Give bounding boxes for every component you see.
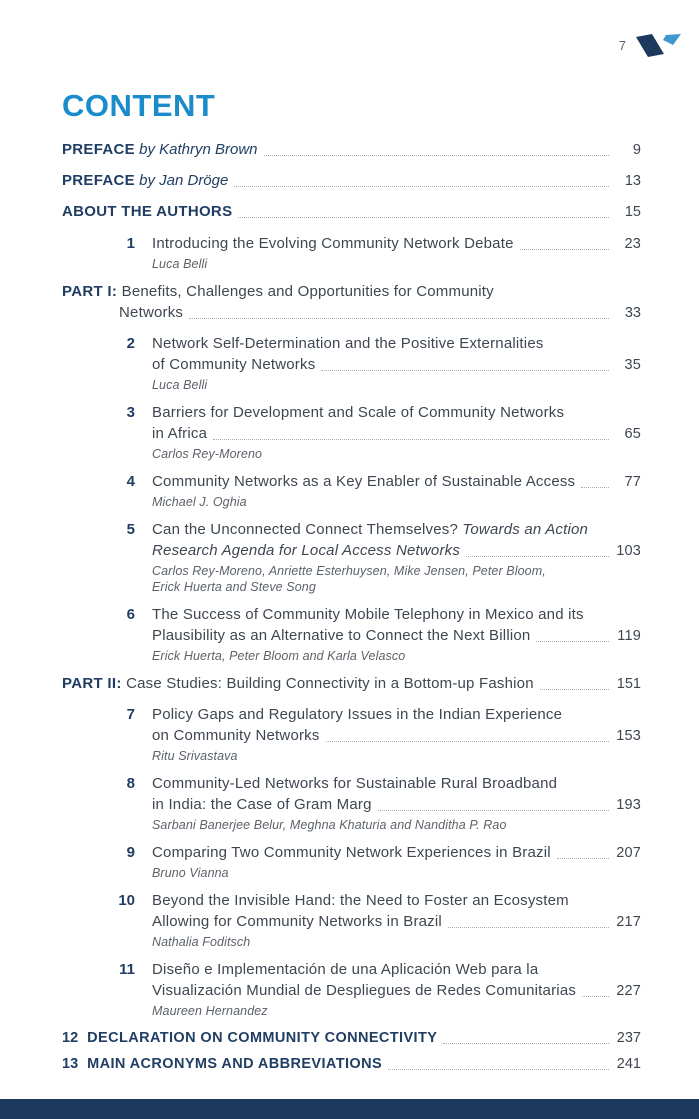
chapter-body [152,604,641,664]
page-number: 227 [616,983,641,999]
backmatter-number: 13 [62,1056,79,1072]
leader-dots [238,217,609,218]
chapter-title-segment: Barriers for Development and Scale of Community Networks [152,404,565,421]
leader-dots [536,641,609,642]
backmatter-label: MAIN ACRONYMS AND ABBREVIATIONS [87,1056,383,1072]
chapter-title-line [152,423,641,444]
chapter-title-line [152,540,641,561]
toc-entry-part [62,281,641,323]
authors-line: Nathalia Foditsch [152,935,251,949]
toc-entry-chapter [62,604,641,664]
page-number: 119 [617,628,641,644]
leader-dots [264,155,609,156]
authors-line: Maureen Hernandez [152,1004,268,1018]
authors-line: Ritu Srivastava [152,749,238,763]
chapter-title-line [152,704,641,725]
toc-entry-chapter [62,333,641,393]
chapter-body [152,233,641,272]
chapter-title-segment: Allowing for Community Networks in Brazil [152,913,442,930]
leader-dots [321,370,609,371]
chapter-title-line [152,794,641,815]
chapter-title-segment: Community-Led Networks for Sustainable Rural Broadband [152,775,558,792]
toc-entry-front [62,202,641,222]
chapter-number: 10 [118,892,135,909]
leader-dots [388,1069,609,1070]
chapter-title-segment: Policy Gaps and Regulatory Issues in the Indian Experience [152,706,563,723]
chapter-title-line [152,333,641,354]
chapter-title-segment: Can the Unconnected Connect Themselves? [152,521,463,538]
chapter-number: 2 [126,335,135,352]
toc-entry-chapter [62,704,641,764]
chapter-number: 6 [126,606,135,623]
chapter-body [152,890,641,950]
page-number: 193 [616,797,641,813]
chapter-number: 5 [126,521,135,538]
front-matter-label: PREFACE [62,172,135,189]
chapter-title-segment: on Community Networks [152,727,320,744]
authors-line: Michael J. Oghia [152,495,247,509]
part-title-line [62,281,641,302]
toc-entry-backmatter [62,1028,641,1048]
chapter-number: 3 [126,404,135,421]
authors-line: Carlos Rey-Moreno [152,447,263,461]
chapter-title-segment: of Community Networks [152,356,316,373]
part-label: PART II: [62,675,127,692]
chapter-title-line [152,519,641,540]
toc-entry-chapter [62,471,641,510]
part-title-line [62,673,641,694]
chapter-title-line [152,233,641,254]
chapter-body [152,842,641,881]
chapter-body [152,704,641,764]
toc-entry-chapter [62,959,641,1019]
part-title-line [62,302,641,323]
front-matter-author: by Jan Dröge [134,172,229,189]
chapter-title-segment: Beyond the Invisible Hand: the Need to Foster an Ecosystem [152,892,569,909]
chapter-authors [152,446,641,462]
part-title-text: Case Studies: Building Connectivity in a Bottom-up Fashion [126,675,534,692]
chapter-authors [152,817,641,833]
chapter-number: 7 [126,706,135,723]
chapter-title-segment: Diseño e Implementación de una Aplicación Web para la [152,961,539,978]
page-number: 9 [632,142,641,158]
chapter-title-segment: The Success of Community Mobile Telephony in Mexico and its [152,606,584,623]
chapter-title-line [152,911,641,932]
authors-line: Luca Belli [152,378,208,392]
authors-line: Carlos Rey-Moreno, Anriette Esterhuysen, Mike Jensen, Peter Bloom, [152,564,546,578]
chapter-title-segment: Comparing Two Community Network Experiences in Brazil [152,844,551,861]
page-number: 237 [616,1030,641,1046]
chapter-body [152,471,641,510]
chapter-number: 1 [126,235,135,252]
page-number: 7 [618,38,626,53]
chapter-title-segment: Network Self-Determination and the Positive Externalities [152,335,544,352]
backmatter-label: DECLARATION ON COMMUNITY CONNECTIVITY [87,1030,438,1046]
page-number: 23 [624,236,641,252]
page-number: 151 [616,676,641,692]
footer-bar [0,1099,699,1119]
leader-dots [520,249,609,250]
leader-dots [557,858,609,859]
toc-entry-chapter [62,233,641,272]
part-label: PART I: [62,283,122,300]
page-number: 33 [624,305,641,321]
leader-dots [189,318,609,319]
authors-line: Erick Huerta and Steve Song [152,580,316,594]
chapter-number: 4 [126,473,135,490]
chapter-title-line [152,890,641,911]
chapter-title-line [152,980,641,1001]
chapter-title-segment: Plausibility as an Alternative to Connect the Next Billion [152,627,531,644]
page-number: 15 [624,204,641,220]
table-of-contents [62,140,641,1074]
toc-entry-front [62,140,641,160]
page-header [0,0,699,58]
chapter-authors [152,494,641,510]
toc-entry-part [62,673,641,694]
page-number: 65 [624,426,641,442]
toc-entry-chapter [62,519,641,595]
toc-entry-chapter [62,773,641,833]
chapter-body [152,959,641,1019]
part-title-text: Benefits, Challenges and Opportunities for Community [121,283,494,300]
chapter-title-segment: Towards an Action [462,521,589,538]
chapter-title-line [152,354,641,375]
front-matter-author: by Kathryn Brown [134,141,258,158]
leader-dots [581,487,609,488]
authors-line: Sarbani Banerjee Belur, Meghna Khaturia and Nanditha P. Rao [152,818,507,832]
chapter-title-line [152,725,641,746]
leader-dots [448,927,609,928]
page-number: 241 [616,1056,641,1072]
leader-dots [466,556,609,557]
chapter-body [152,773,641,833]
page-number: 207 [616,845,641,861]
page-number: 103 [616,543,641,559]
authors-line: Erick Huerta, Peter Bloom and Karla Velasco [152,649,406,663]
leader-dots [213,439,609,440]
chapter-title-segment: Visualización Mundial de Despliegues de Redes Comunitarias [152,982,577,999]
chapter-authors [152,1003,641,1019]
chapter-title-line [152,471,641,492]
toc-entry-backmatter [62,1054,641,1074]
fgv-logo-icon [635,34,683,58]
leader-dots [234,186,609,187]
leader-dots [582,996,609,997]
leader-dots [326,741,609,742]
chapter-title-line [152,959,641,980]
page-number: 35 [624,357,641,373]
toc-entry-chapter [62,402,641,462]
page-number: 217 [616,914,641,930]
toc-entry-chapter [62,842,641,881]
backmatter-number: 12 [62,1030,79,1046]
chapter-title-segment: Research Agenda for Local Access Networks [152,542,461,559]
chapter-number: 11 [119,961,135,978]
chapter-authors [152,934,641,950]
toc-entry-chapter [62,890,641,950]
chapter-authors [152,377,641,393]
page-number: 13 [624,173,641,189]
authors-line: Luca Belli [152,257,208,271]
chapter-title-line [152,773,641,794]
chapter-title-line [152,625,641,646]
chapter-title-segment: in Africa [152,425,208,442]
chapter-authors [152,256,641,272]
chapter-authors [152,865,641,881]
chapter-title-segment: Introducing the Evolving Community Network Debate [152,235,514,252]
page-number: 77 [624,474,641,490]
leader-dots [540,689,609,690]
chapter-title-line [152,842,641,863]
chapter-title-segment: in India: the Case of Gram Marg [152,796,372,813]
chapter-authors [152,748,641,764]
leader-dots [443,1043,609,1044]
chapter-authors [152,563,641,595]
chapter-body [152,519,641,595]
toc-entry-front [62,171,641,191]
leader-dots [378,810,609,811]
toc-content [0,88,699,1074]
page-number: 153 [616,728,641,744]
chapter-number: 9 [126,844,135,861]
part-title-text: Networks [119,304,184,321]
front-matter-label: ABOUT THE AUTHORS [62,203,233,220]
chapter-body [152,333,641,393]
chapter-title-line [152,402,641,423]
chapter-number: 8 [126,775,135,792]
authors-line: Bruno Vianna [152,866,229,880]
chapter-title-line [152,604,641,625]
chapter-authors [152,648,641,664]
front-matter-label: PREFACE [62,141,135,158]
chapter-body [152,402,641,462]
page-title: CONTENT [62,88,216,123]
chapter-title-segment: Community Networks as a Key Enabler of Sustainable Access [152,473,576,490]
